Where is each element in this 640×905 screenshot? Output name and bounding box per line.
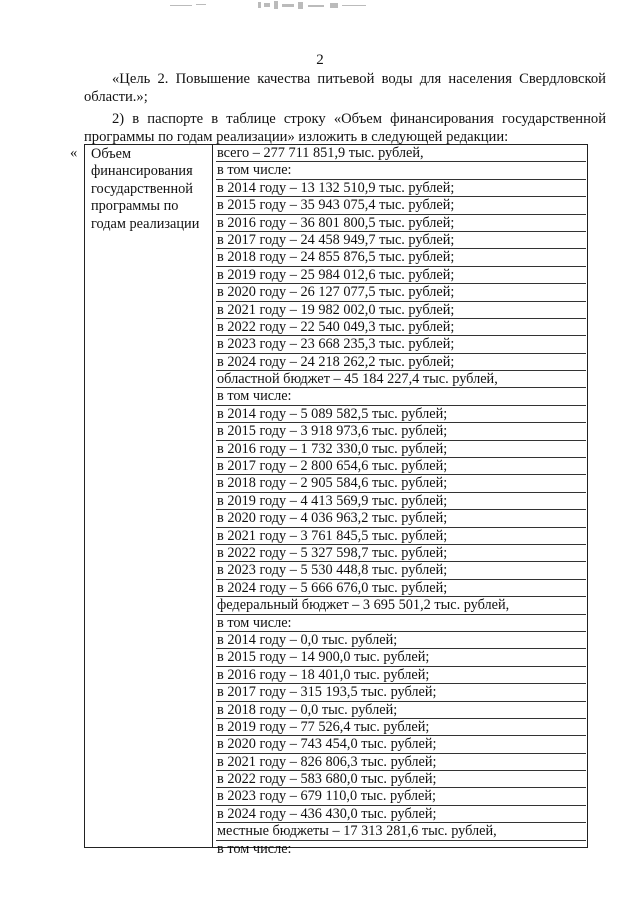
column-divider <box>212 145 213 847</box>
financing-line: в 2016 году – 36 801 800,5 тыс. рублей; <box>216 215 586 232</box>
financing-line: в 2014 году – 13 132 510,9 тыс. рублей; <box>216 180 586 197</box>
financing-line: всего – 277 711 851,9 тыс. рублей, <box>216 145 586 162</box>
financing-line: в 2018 году – 0,0 тыс. рублей; <box>216 702 586 719</box>
financing-line: в 2021 году – 19 982 002,0 тыс. рублей; <box>216 302 586 319</box>
goal-paragraph: «Цель 2. Повышение качества питьевой воды для населения Свердловской области.»; <box>84 71 606 105</box>
financing-line: в 2020 году – 26 127 077,5 тыс. рублей; <box>216 284 586 301</box>
financing-line: в 2022 году – 5 327 598,7 тыс. рублей; <box>216 545 586 562</box>
financing-line: в 2014 году – 5 089 582,5 тыс. рублей; <box>216 406 586 423</box>
financing-line: в 2023 году – 679 110,0 тыс. рублей; <box>216 788 586 805</box>
page-number: 2 <box>316 52 324 68</box>
row-label-line: программы по <box>91 198 179 215</box>
financing-line: в 2024 году – 436 430,0 тыс. рублей; <box>216 806 586 823</box>
financing-line: в 2016 году – 18 401,0 тыс. рублей; <box>216 667 586 684</box>
financing-values-cell <box>216 145 586 858</box>
financing-line: в 2018 году – 2 905 584,6 тыс. рублей; <box>216 475 586 492</box>
financing-line: в 2018 году – 24 855 876,5 тыс. рублей; <box>216 249 586 266</box>
financing-line: в 2022 году – 22 540 049,3 тыс. рублей; <box>216 319 586 336</box>
financing-line: в 2021 году – 3 761 845,5 тыс. рублей; <box>216 528 586 545</box>
row-label-cell <box>91 146 209 233</box>
financing-line: в 2015 году – 3 918 973,6 тыс. рублей; <box>216 423 586 440</box>
instruction-paragraph: 2) в паспорте в таблице строку «Объем финансирования государственной программы по годам реализации» изложить в следующей редакции: <box>84 111 606 145</box>
financing-line: областной бюджет – 45 184 227,4 тыс. рублей, <box>216 371 586 388</box>
financing-line: в 2020 году – 743 454,0 тыс. рублей; <box>216 736 586 753</box>
financing-line: в 2023 году – 5 530 448,8 тыс. рублей; <box>216 562 586 579</box>
financing-line: в 2014 году – 0,0 тыс. рублей; <box>216 632 586 649</box>
financing-table <box>84 144 588 857</box>
financing-line: в 2022 году – 583 680,0 тыс. рублей; <box>216 771 586 788</box>
financing-line: в том числе: <box>217 840 292 857</box>
financing-line: в 2019 году – 4 413 569,9 тыс. рублей; <box>216 493 586 510</box>
financing-line: в 2017 году – 24 458 949,7 тыс. рублей; <box>216 232 586 249</box>
financing-line: в 2016 году – 1 732 330,0 тыс. рублей; <box>216 441 586 458</box>
financing-line: в том числе: <box>216 615 586 632</box>
row-label-line: Объем <box>91 146 132 162</box>
financing-line: в том числе: <box>216 162 586 179</box>
financing-line: федеральный бюджет – 3 695 501,2 тыс. рублей, <box>216 597 586 614</box>
financing-line: в 2019 году – 25 984 012,6 тыс. рублей; <box>216 267 586 284</box>
financing-line: в 2015 году – 35 943 075,4 тыс. рублей; <box>216 197 586 214</box>
scan-artifact <box>170 0 380 16</box>
financing-line: местные бюджеты – 17 313 281,6 тыс. рублей, <box>216 823 586 840</box>
financing-line: в 2017 году – 2 800 654,6 тыс. рублей; <box>216 458 586 475</box>
financing-line: в 2015 году – 14 900,0 тыс. рублей; <box>216 649 586 666</box>
row-label-line: финансирования <box>91 163 193 180</box>
financing-line: в 2024 году – 5 666 676,0 тыс. рублей; <box>216 580 586 597</box>
opening-quote-mark: « <box>70 145 78 161</box>
financing-line: в 2021 году – 826 806,3 тыс. рублей; <box>216 754 586 771</box>
financing-line: в 2024 году – 24 218 262,2 тыс. рублей; <box>216 354 586 371</box>
financing-line: в 2020 году – 4 036 963,2 тыс. рублей; <box>216 510 586 527</box>
row-label-line: государственной <box>91 180 193 197</box>
financing-line: в 2017 году – 315 193,5 тыс. рублей; <box>216 684 586 701</box>
row-label-line: годам реализации <box>91 215 200 232</box>
financing-line: в том числе: <box>216 388 586 405</box>
financing-line: в 2023 году – 23 668 235,3 тыс. рублей; <box>216 336 586 353</box>
financing-line: в 2019 году – 77 526,4 тыс. рублей; <box>216 719 586 736</box>
